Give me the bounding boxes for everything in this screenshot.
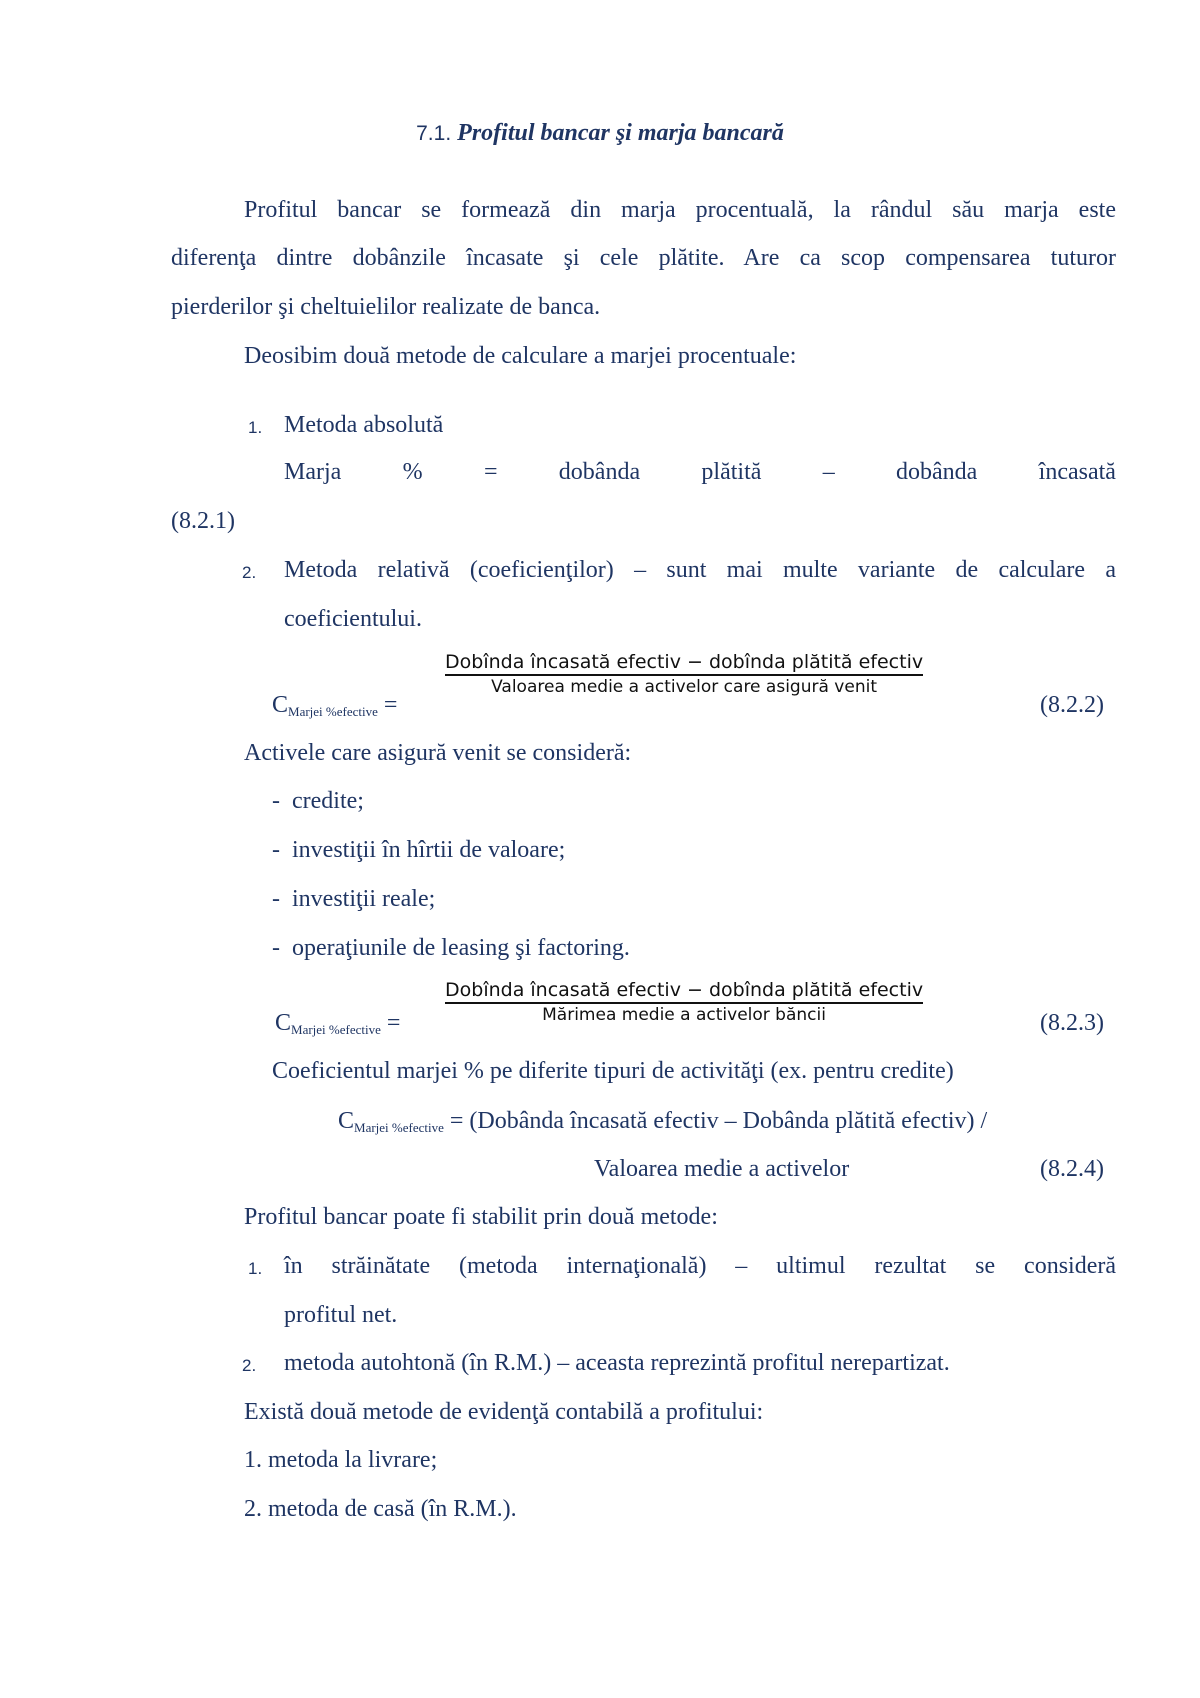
asset-text: credite; [292,788,364,814]
method2-line-2: coeficientului. [284,606,422,632]
section-title: Profitul bancar şi marja bancară [457,120,784,146]
profit-method1-number: 1. [248,1259,263,1278]
intro-line-3: pierderilor şi cheltuielilor realizate de banca. [171,294,601,320]
formula4-rest: = (Dobânda încasată efectiv – Dobânda plătită efectiv) / [449,1108,988,1134]
formula3-fraction [445,978,923,1026]
asset-item [272,884,435,914]
formula2-fraction [445,650,923,698]
intro-line-1: Profitul bancar se formează din marja procentuală, la rândul său marja este [244,197,1116,223]
formula1-word: plătită [701,459,762,485]
coefficient-line: Coeficientul marjei % pe diferite tipuri de activităţi (ex. pentru credite) [272,1058,954,1084]
formula1-word: – [822,459,835,485]
profit-intro: Profitul bancar poate fi stabilit prin două metode: [244,1204,718,1230]
asset-item [272,786,364,816]
asset-item [272,933,630,963]
formula3-denominator: Mărimea medie a activelor băncii [445,1002,923,1026]
method1-number: 1. [248,418,263,437]
methods-intro: Deosibim două metode de calculare a marjei procentuale: [244,343,797,369]
formula1-ref: (8.2.1) [171,508,235,534]
formula2-lhs [272,690,397,727]
section-number: 7.1. [416,122,452,145]
accounting-method-1: 1. metoda la livrare; [244,1447,438,1473]
asset-text: investiţii în hîrtii de valoare; [292,837,566,863]
profit-method2-number: 2. [242,1356,257,1375]
formula4-line-2: Valoarea medie a activelor [594,1156,850,1182]
formula1-word: Marja [284,459,342,485]
method1-label: Metoda absolută [284,412,444,438]
intro-line-2: diferenţa dintre dobânzile încasate şi cele plătite. Are ca scop compensarea tuturor [171,245,1116,271]
formula3-equals: = [386,1010,401,1036]
formula2-ref: (8.2.2) [1040,692,1104,718]
formula4-subscript: Marjei %efective [354,1120,444,1135]
asset-text: investiţii reale; [292,886,436,912]
formula3-lhs [275,1008,400,1045]
profit-method1-line-2: profitul net. [284,1302,398,1328]
method2-number: 2. [242,563,257,582]
formula4-c: C [338,1108,355,1134]
asset-dash: - [272,886,280,912]
formula2-denominator: Valoarea medie a activelor care asigură venit [445,674,923,698]
formula1-word: = [483,459,498,485]
formula1-word: încasată [1038,459,1116,485]
asset-text: operaţiunile de leasing şi factoring. [292,935,630,961]
asset-dash: - [272,935,280,961]
formula1-word: dobânda [558,459,641,485]
formula2-subscript: Marjei %efective [288,704,378,719]
formula1-word: dobânda [896,459,978,485]
formula2-equals: = [383,692,398,718]
formula2-numerator: Dobînda încasată efectiv − dobînda plătită efectiv [445,651,924,673]
formula3-subscript: Marjei %efective [291,1022,381,1037]
accounting-method-2: 2. metoda de casă (în R.M.). [244,1496,517,1522]
formula4-line-1 [338,1106,987,1143]
asset-item [272,835,565,865]
formula2-c: C [272,692,289,718]
formula3-c: C [275,1010,292,1036]
assets-intro: Activele care asigură venit se consideră: [244,740,632,766]
method2-line-1: Metoda relativă (coeficienţilor) – sunt mai multe variante de calculare a [284,557,1116,583]
formula1 [284,457,1116,487]
profit-method2-line-1: metoda autohtonă (în R.M.) – aceasta reprezintă profitul nerepartizat. [284,1350,950,1376]
accounting-intro: Există două metode de evidenţă contabilă a profitului: [244,1399,764,1425]
profit-method1-line-1: în străinătate (metoda internaţională) – ultimul rezultat se consideră [284,1253,1116,1279]
formula1-word: % [402,459,423,485]
formula4-ref: (8.2.4) [1040,1156,1104,1182]
asset-dash: - [272,788,280,814]
formula3-ref: (8.2.3) [1040,1010,1104,1036]
asset-dash: - [272,837,280,863]
section-heading [0,118,1200,149]
formula3-numerator: Dobînda încasată efectiv − dobînda plătită efectiv [445,979,924,1001]
